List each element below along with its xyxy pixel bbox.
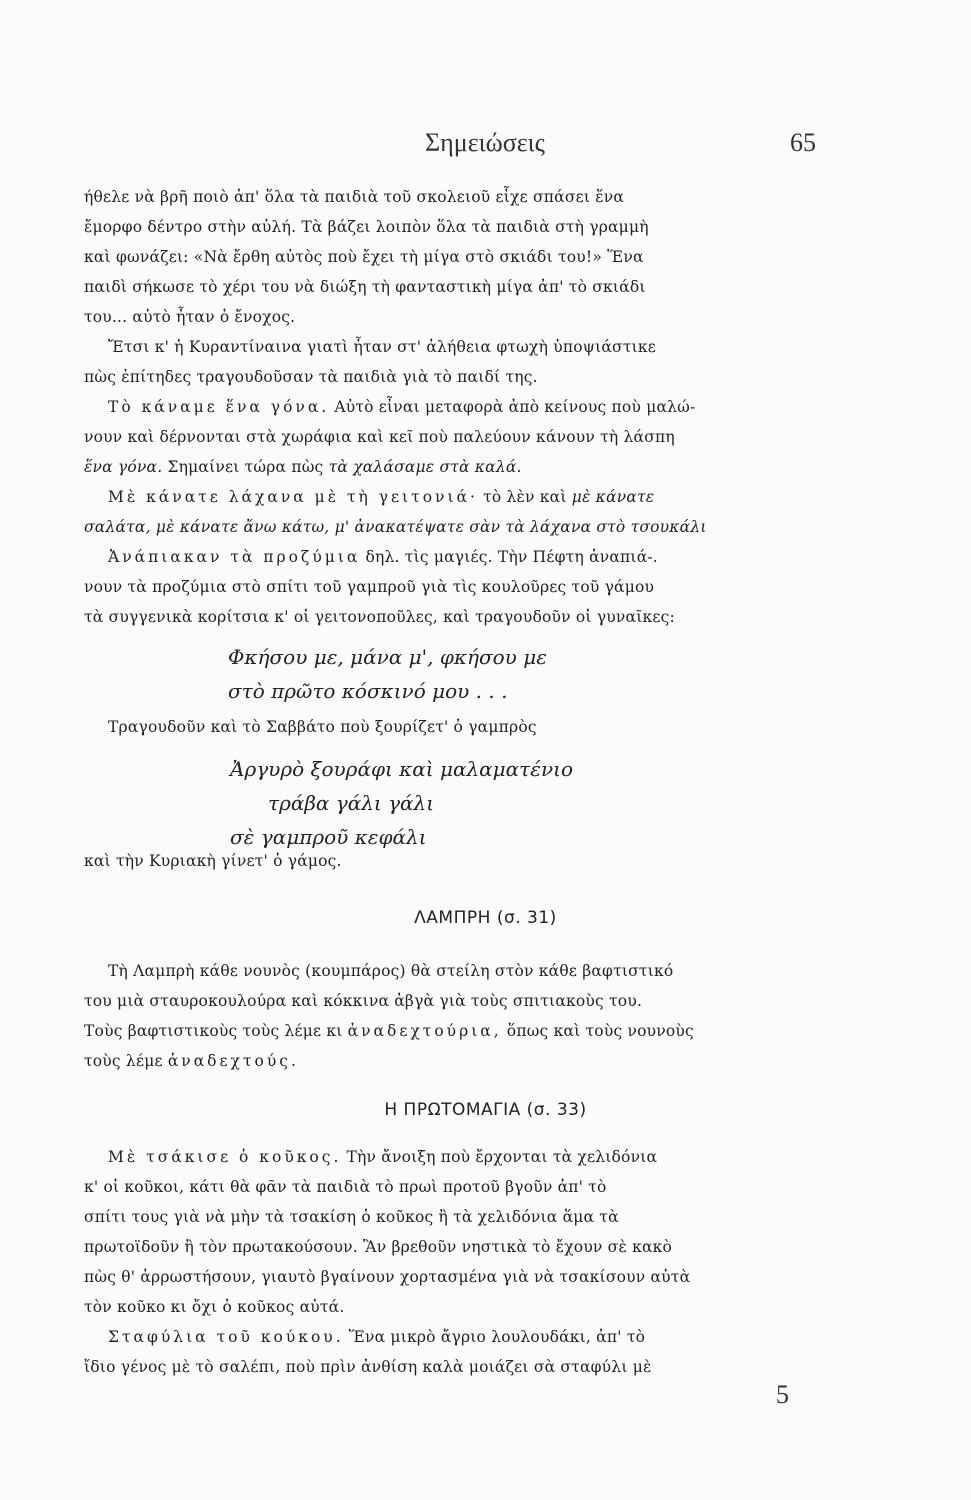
verse-1 (228, 640, 547, 708)
text-run: ὅπως καὶ τοὺς νουνοὺς (501, 1022, 694, 1040)
text-line (84, 1142, 842, 1172)
text-line: παιδὶ σήκωσε τὸ χέρι του νὰ διώξη τὴ φανταστικὴ μίγα ἀπ' τὸ σκιάδι (84, 278, 646, 296)
text-line (84, 1016, 842, 1046)
text-italic: ἕνα γόνα. (84, 458, 163, 476)
term-spaced: Ἀνάπιακαν τὰ προζύμια (108, 548, 361, 566)
text-line: Τραγουδοῦν καὶ τὸ Σαββάτο ποὺ ξουρίζετ' ὁ γαμπρὸς (108, 718, 537, 736)
term-spaced: Μὲ τσάκισε ὁ κοῦκος. (108, 1148, 342, 1166)
paragraph-saturday (84, 712, 842, 742)
text-line: νουν καὶ δέρνονται στὰ χωράφια καὶ κεῖ ποὺ παλεύουν κάνουν τὴ λάσπη (84, 428, 675, 446)
text-line: Ἔτσι κ' ἡ Κυραντίναινα γιατὶ ἦταν στ' ἀλήθεια φτωχὴ ὑποψιάστικε (108, 338, 657, 356)
text-line: καὶ τὴν Κυριακὴ γίνετ' ὁ γάμος. (84, 852, 342, 870)
section-heading-protomagia: Η ΠΡΩΤΟΜΑΓΙΑ (σ. 33) (384, 1100, 587, 1120)
verse-line: Φκήσου με, μάνα μ', φκήσου με (228, 645, 547, 669)
text-line (84, 452, 842, 482)
text-run: δηλ. τὶς μαγιές. Τὴν Πέφτη ἀναπιά-. (360, 548, 658, 566)
text-line (84, 482, 842, 512)
text-line: σαλάτα, μὲ κάνατε ἄνω κάτω, μ' ἀνακατέψατε σὰν τὰ λάχανα στὸ τσουκάλι (84, 518, 707, 536)
text-line: πὼς θ' ἀρρωστήσουν, γιαυτὸ βγαίνουν χορτασμένα γιὰ νὰ τσακίσουν αὐτὰ (84, 1268, 691, 1286)
verse-line: στὸ πρῶτο κόσκινό μου . . . (228, 679, 508, 703)
text-italic: τὰ χαλάσαμε στὰ καλά. (328, 458, 522, 476)
verse-line: σὲ γαμπροῦ κεφάλι (230, 825, 427, 849)
text-line: ήθελε νὰ βρῆ ποιὸ ἀπ' ὅλα τὰ παιδιὰ τοῦ σκολειοῦ εἶχε σπάσει ἕνα (84, 188, 625, 206)
term-spaced: Τὸ κάναμε ἕνα γόνα. (108, 398, 330, 416)
term-spaced: ἀναδεχτούς. (167, 1052, 299, 1070)
text-run: Σημαίνει τώρα πὼς (162, 458, 329, 476)
term-spaced: ἀναδεχτούρια, (347, 1022, 502, 1040)
verse-line: Ἀργυρὸ ξουράφι καὶ μαλαματένιο (230, 757, 573, 781)
text-run: τοὺς λέμε (84, 1052, 168, 1070)
text-run: Αὐτὸ εἶναι μεταφορὰ ἀπὸ κείνους ποὺ μαλώ- (329, 398, 696, 416)
paragraph-protomagia (84, 1142, 842, 1382)
text-line: πρωτοϊδοῦν ἢ τὸν πρωτακούσουν. Ἂν βρεθοῦν νηστικὰ τὸ ἔχουν σὲ κακὸ (84, 1238, 673, 1256)
text-line (84, 542, 842, 572)
text-run: Τὴν ἄνοιξη ποὺ ἔρχονται τὰ χελιδόνια (341, 1148, 658, 1166)
text-run: Τοὺς βαφτιστικοὺς τοὺς λέμε κι (84, 1022, 348, 1040)
verse-2 (230, 752, 573, 854)
paragraph-lambri (84, 956, 842, 1076)
text-line: Τὴ Λαμπρὴ κάθε νουνὸς (κουμπάρος) θὰ στείλη στὸν κάθε βαφτιστικό (108, 962, 674, 980)
section-heading-lambri: ΛΑΜΠΡΗ (σ. 31) (414, 908, 557, 928)
text-italic: μὲ κάνατε (571, 488, 655, 506)
paragraph-block-1 (84, 182, 842, 392)
text-line: του... αὐτὸ ἦταν ὁ ἔνοχος. (84, 308, 296, 326)
text-run: Ἕνα μικρὸ ἄγριο λουλουδάκι, ἀπ' τὸ (343, 1328, 646, 1346)
text-line: τὸν κοῦκο κι ὄχι ὁ κοῦκος αὐτά. (84, 1298, 345, 1316)
text-line: ἴδιο γένος μὲ τὸ σαλέπι, ποὺ πρὶν ἀνθίση καλὰ μοιάζει σὰ σταφύλι μὲ (84, 1358, 652, 1376)
paragraph-sunday (84, 846, 842, 876)
text-line: πὼς ἐπίτηδες τραγουδοῦσαν τὰ παιδιὰ γιὰ τὸ παιδί της. (84, 368, 538, 386)
signature-mark: 5 (776, 1380, 789, 1409)
text-line (84, 1046, 842, 1076)
text-run: τὸ λὲν καὶ (477, 488, 572, 506)
term-spaced: Σταφύλια τοῦ κούκου. (108, 1328, 344, 1346)
text-line: νουν τὰ προζύμια στὸ σπίτι τοῦ γαμπροῦ γιὰ τὶς κουλοῦρες τοῦ γάμου (84, 578, 655, 596)
text-line: κ' οἱ κοῦκοι, κάτι θὰ φᾶν τὰ παιδιὰ τὸ πρωὶ προτοῦ βγοῦν ἀπ' τὸ (84, 1178, 607, 1196)
page-number: 65 (790, 128, 816, 157)
term-spaced: Μὲ κάνατε λάχανα μὲ τὴ γειτονιά· (108, 488, 478, 506)
text-line (84, 392, 842, 422)
text-line (84, 1322, 842, 1352)
text-line: του μιὰ σταυροκουλούρα καὶ κόκκινα ἀβγὰ γιὰ τοὺς σπιτιακοὺς του. (84, 992, 643, 1010)
text-line: ἔμορφο δέντρο στὴν αὐλή. Τὰ βάζει λοιπὸν ὅλα τὰ παιδιὰ στὴ γραμμὴ (84, 218, 649, 236)
paragraph-block-3 (84, 482, 842, 542)
page-header-title: Σημειώσεις (425, 128, 545, 157)
paragraph-block-4 (84, 542, 842, 632)
verse-line: τράβα γάλι γάλι (268, 791, 435, 815)
text-line: σπίτι τους γιὰ νὰ μὴν τὰ τσακίση ὁ κοῦκος ἢ τὰ χελιδόνια ἅμα τὰ (84, 1208, 619, 1226)
text-line: τὰ συγγενικὰ κορίτσια κ' οἱ γειτονοποῦλες, καὶ τραγουδοῦν οἱ γυναῖκες: (84, 608, 675, 626)
paragraph-block-2 (84, 392, 842, 482)
text-line: καὶ φωνάζει: «Νὰ ἔρθη αὐτὸς ποὺ ἔχει τὴ μίγα στὸ σκιάδι του!» Ἕνα (84, 248, 644, 266)
